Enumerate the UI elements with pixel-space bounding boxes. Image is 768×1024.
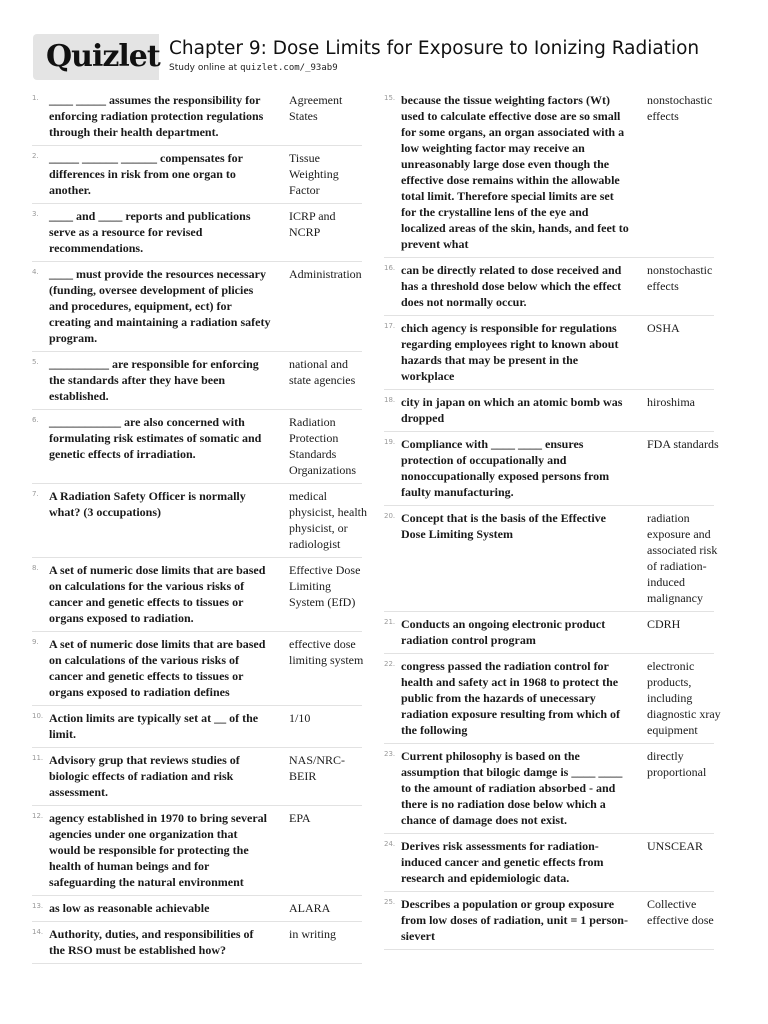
- card-definition: Effective Dose Limiting System (EfD): [289, 563, 361, 609]
- card-term: Conducts an ongoing electronic product radiation control program: [401, 617, 606, 647]
- card-number: 14.: [32, 928, 44, 936]
- card-definition: national and state agencies: [289, 357, 356, 387]
- flashcard-row: [32, 922, 362, 964]
- flashcard-row: [384, 316, 714, 390]
- card-number: 9.: [32, 638, 39, 646]
- card-number: 11.: [32, 754, 44, 762]
- card-number: 13.: [32, 902, 44, 910]
- card-term: A set of numeric dose limits that are based on calculations of the various risks of cancer and genetic effects to tissues or organs exposed to radiation defines: [49, 637, 266, 699]
- card-term: as low as reasonable achievable: [49, 901, 210, 915]
- card-number: 25.: [384, 898, 396, 906]
- card-term: congress passed the radiation control for health and safety act in 1968 to protect the public from the hazards of unecessary radiation exposure resulting from which of the following: [401, 659, 621, 737]
- card-number: 4.: [32, 268, 39, 276]
- card-term: can be directly related to dose received and has a threshold dose below which the effect does not normally occur.: [401, 263, 622, 309]
- flashcard-row: [384, 834, 714, 892]
- card-number: 23.: [384, 750, 396, 758]
- card-definition: EPA: [289, 811, 311, 825]
- card-definition: Administration: [289, 267, 362, 281]
- card-number: 10.: [32, 712, 44, 720]
- card-definition: radiation exposure and associated risk of radiation-induced malignancy: [647, 511, 718, 605]
- card-term: ____ _____ assumes the responsibility for enforcing radiation protection regulations through their health department.: [49, 93, 264, 139]
- card-definition: UNSCEAR: [647, 839, 704, 853]
- flashcard-row: [32, 352, 362, 410]
- flashcard-row: [384, 258, 714, 316]
- card-number: 6.: [32, 416, 39, 424]
- flashcard-row: [384, 654, 721, 744]
- card-definition: NAS/NRC-BEIR: [289, 753, 346, 783]
- card-term: _____ ______ ______ compensates for differences in risk from one organ to another.: [49, 151, 243, 197]
- card-number: 3.: [32, 210, 39, 218]
- card-definition: hiroshima: [647, 395, 695, 409]
- card-definition: Radiation Protection Standards Organizations: [289, 415, 357, 477]
- card-term: Current philosophy is based on the assumption that bilogic damge is ____ ____ to the amount of radiation absorbed - and there is no radiation dose below which a chance of damage does not exist.: [401, 749, 623, 827]
- card-term: chich agency is responsible for regulations regarding employees right to known about hazards that may be present in the workplace: [401, 321, 619, 383]
- card-term: ____ must provide the resources necessary (funding, oversee development of plicies and procedures, equipment, ect) for creating and maintaining a radiation safety program.: [49, 267, 271, 345]
- card-definition: FDA standards: [647, 437, 719, 451]
- card-number: 16.: [384, 264, 396, 272]
- flashcard-row: [32, 88, 362, 146]
- card-definition: CDRH: [647, 617, 681, 631]
- study-online-line: [169, 63, 338, 73]
- card-number: 8.: [32, 564, 39, 572]
- card-number: 20.: [384, 512, 396, 520]
- card-definition: Agreement States: [289, 93, 343, 123]
- card-term: Concept that is the basis of the Effective Dose Limiting System: [401, 511, 606, 541]
- flashcard-row: [384, 744, 714, 834]
- flashcard-row: [32, 806, 362, 896]
- flashcard-row: [32, 262, 362, 352]
- flashcard-row: [384, 432, 719, 506]
- card-term: city in japan on which an atomic bomb was dropped: [401, 395, 623, 425]
- card-definition: Tissue Weighting Factor: [289, 151, 339, 197]
- card-definition: ICRP and NCRP: [289, 209, 336, 239]
- card-definition: OSHA: [647, 321, 680, 335]
- card-number: 18.: [384, 396, 396, 404]
- card-number: 24.: [384, 840, 396, 848]
- flashcard-row: [32, 410, 362, 484]
- flashcard-row: [32, 632, 362, 706]
- card-definition: ALARA: [289, 901, 331, 915]
- card-number: 21.: [384, 618, 396, 626]
- card-definition: nonstochastic effects: [647, 263, 713, 293]
- study-url-link[interactable]: quizlet.com/_93ab9: [240, 63, 338, 73]
- page-header: [33, 34, 743, 80]
- card-term: ____________ are also concerned with formulating risk estimates of somatic and genetic effects of irradiation.: [49, 415, 262, 461]
- card-term: Advisory grup that reviews studies of biologic effects of radiation and risk assessment.: [49, 753, 240, 799]
- card-definition: electronic products, including diagnostic xray equipment: [647, 659, 721, 737]
- flashcard-row: [384, 506, 718, 612]
- card-term: A Radiation Safety Officer is normally what? (3 occupations): [49, 489, 246, 519]
- card-number: 2.: [32, 152, 39, 160]
- flashcard-row: [32, 484, 367, 558]
- card-definition: in writing: [289, 927, 336, 941]
- page-title: Chapter 9: Dose Limits for Exposure to Ionizing Radiation: [169, 38, 700, 59]
- card-term: because the tissue weighting factors (Wt) used to calculate effective dose are so small for some organs, an organ associated with a low weighting factor may receive an unreasonably large dose even though the effective dose remains within the allowable total limit. Therefore special limits are set for the crystalline lens of the eye and localized areas of the skin, hands, and feet to prevent what: [401, 93, 629, 251]
- card-number: 12.: [32, 812, 44, 820]
- card-definition: nonstochastic effects: [647, 93, 713, 123]
- card-number: 19.: [384, 438, 396, 446]
- card-term: Action limits are typically set at __ of the limit.: [49, 711, 259, 741]
- card-number: 15.: [384, 94, 396, 102]
- flashcard-row: [384, 892, 714, 950]
- flashcard-row: [32, 204, 362, 262]
- card-term: __________ are responsible for enforcing the standards after they have been established.: [49, 357, 259, 403]
- flashcard-row: [32, 896, 362, 922]
- quizlet-logo: Quizlet: [33, 34, 159, 80]
- card-number: 1.: [32, 94, 39, 102]
- flashcard-row: [384, 88, 714, 258]
- card-term: agency established in 1970 to bring several agencies under one organization that would be responsible for protecting the health of human beings and for safeguarding the natural environment: [49, 811, 267, 889]
- card-term: ____ and ____ reports and publications serve as a resource for revised recommendations.: [49, 209, 251, 255]
- card-definition: 1/10: [289, 711, 311, 725]
- card-term: Derives risk assessments for radiation-induced cancer and genetic effects from research and epidemiologic data.: [401, 839, 604, 885]
- card-number: 5.: [32, 358, 39, 366]
- flashcard-row: [32, 706, 362, 748]
- card-definition: effective dose limiting system: [289, 637, 364, 667]
- card-term: A set of numeric dose limits that are based on calculations for the various risks of cancer and genetic effects to tissues or organs exposed to radiation.: [49, 563, 266, 625]
- card-term: Describes a population or group exposure from low doses of radiation, unit = 1 person-sievert: [401, 897, 628, 943]
- card-number: 17.: [384, 322, 396, 330]
- card-number: 7.: [32, 490, 39, 498]
- card-definition: directly proportional: [647, 749, 707, 779]
- flashcard-row: [32, 558, 362, 632]
- card-definition: medical physicist, health physicist, or radiologist: [289, 489, 367, 551]
- card-term: Compliance with ____ ____ ensures protection of occupationally and nonoccupationally exposed persons from faulty manufacturing.: [401, 437, 610, 499]
- flashcard-row: [32, 748, 362, 806]
- subtitle-prefix: Study online at: [169, 63, 241, 73]
- left-card-column: [32, 88, 367, 964]
- card-term: Authority, duties, and responsibilities of the RSO must be established how?: [49, 927, 254, 957]
- card-definition: Collective effective dose: [647, 897, 714, 927]
- flashcard-row: [384, 612, 714, 654]
- flashcard-row: [384, 390, 714, 432]
- right-card-column: [384, 88, 721, 950]
- flashcard-row: [32, 146, 362, 204]
- card-number: 22.: [384, 660, 396, 668]
